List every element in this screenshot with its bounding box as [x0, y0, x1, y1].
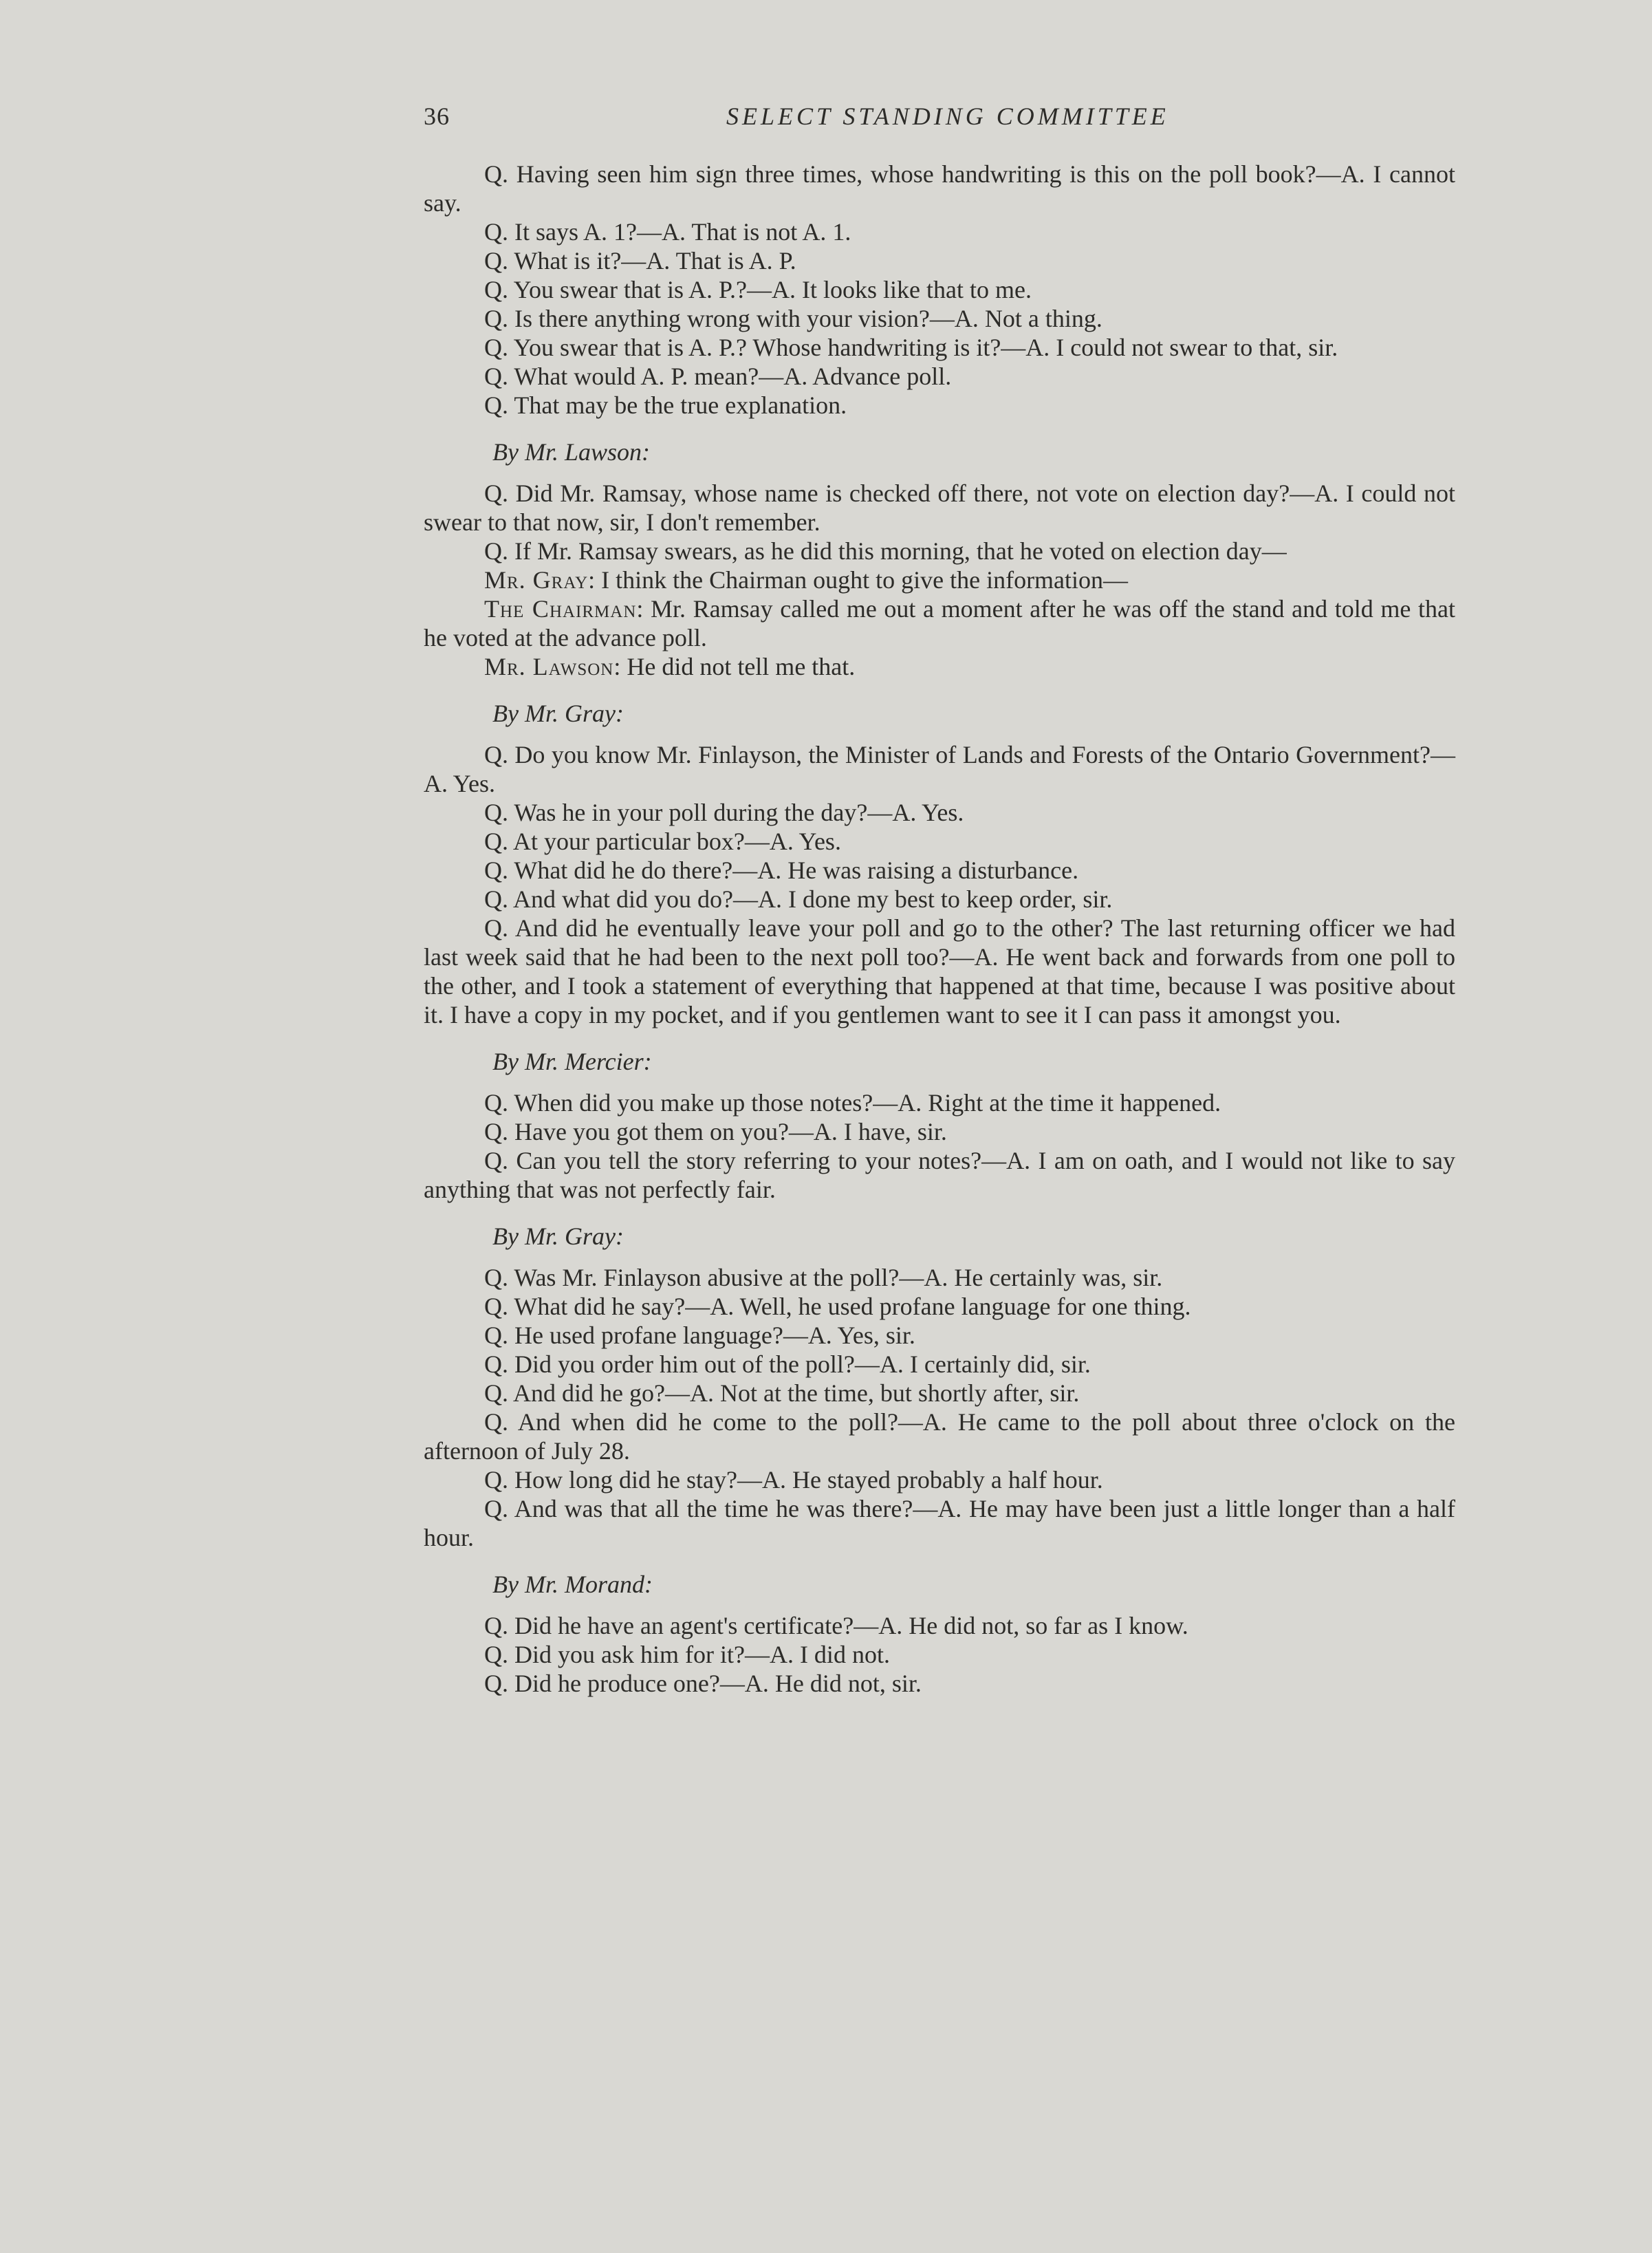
testimony-paragraph: Q. Did you ask him for it?—A. I did not.	[484, 1641, 890, 1668]
testimony-paragraph: Q. What would A. P. mean?—A. Advance poll.	[484, 363, 952, 390]
testimony-paragraph: Q. Did you order him out of the poll?—A. I certainly did, sir.	[484, 1350, 1091, 1378]
testimony-paragraph: Q. And was that all the time he was there?—A. He may have been just a little longer than a half hour.	[424, 1495, 1455, 1551]
testimony-paragraph: Q. And did he go?—A. Not at the time, but shortly after, sir.	[484, 1379, 1080, 1407]
examiner-byline: By Mr. Gray:	[492, 700, 624, 727]
testimony-paragraph: Q. Having seen him sign three times, whose handwriting is this on the poll book?—A. I cannot say.	[424, 160, 1455, 217]
speaker-name: Mr. Lawson	[484, 653, 614, 680]
testimony-paragraph: Q. Can you tell the story referring to your notes?—A. I am on oath, and I would not like to say anything that was not perfectly fair.	[424, 1147, 1455, 1203]
testimony-paragraph: Q. If Mr. Ramsay swears, as he did this morning, that he voted on election day—	[484, 537, 1287, 565]
speaker-name: Mr. Gray	[484, 566, 589, 594]
testimony-paragraph: Q. Did he produce one?—A. He did not, sir.	[484, 1670, 922, 1697]
testimony-paragraph: Q. How long did he stay?—A. He stayed probably a half hour.	[484, 1466, 1103, 1494]
speaker-name: The Chairman	[484, 595, 637, 623]
examiner-byline: By Mr. Gray:	[492, 1222, 624, 1250]
speaker-statement	[424, 652, 1455, 681]
running-head: SELECT STANDING COMMITTEE	[726, 103, 1169, 130]
page-number: 36	[424, 103, 450, 130]
page-body	[424, 160, 1455, 1698]
testimony-paragraph: Q. Did he have an agent's certificate?—A. He did not, so far as I know.	[484, 1612, 1188, 1639]
speaker-text: : Mr. Ramsay called me out a moment after he was off the stand and told me that he voted at the advance poll.	[424, 595, 1455, 651]
testimony-paragraph: Q. It says A. 1?—A. That is not A. 1.	[484, 218, 851, 246]
speaker-statement	[424, 594, 1455, 652]
examiner-byline: By Mr. Lawson:	[492, 438, 651, 466]
speaker-statement	[424, 565, 1455, 594]
testimony-paragraph: Q. At your particular box?—A. Yes.	[484, 828, 841, 855]
testimony-paragraph: Q. And what did you do?—A. I done my best to keep order, sir.	[484, 885, 1113, 913]
speaker-text: : I think the Chairman ought to give the information—	[588, 566, 1129, 594]
testimony-paragraph: Q. Did Mr. Ramsay, whose name is checked off there, not vote on election day?—A. I could not swear to that now, sir, I don't remember.	[424, 479, 1455, 536]
testimony-paragraph: Q. Have you got them on you?—A. I have, sir.	[484, 1118, 947, 1145]
testimony-paragraph: Q. What did he say?—A. Well, he used profane language for one thing.	[484, 1293, 1191, 1320]
testimony-paragraph: Q. You swear that is A. P.? Whose handwriting is it?—A. I could not swear to that, sir.	[484, 334, 1338, 361]
testimony-paragraph: Q. And did he eventually leave your poll and go to the other? The last returning officer we had last week said that he had been to the next poll too?—A. He went back and forwards from one poll to the other, and I took a statement of everything that happened at that time, because I was positive about it. I have a copy in my pocket, and if you gentlemen want to see it I can pass it amongst you.	[424, 914, 1455, 1028]
examiner-byline: By Mr. Morand:	[492, 1571, 653, 1598]
examiner-byline: By Mr. Mercier:	[492, 1048, 652, 1075]
testimony-paragraph: Q. When did you make up those notes?—A. Right at the time it happened.	[484, 1089, 1221, 1117]
testimony-paragraph: Q. You swear that is A. P.?—A. It looks like that to me.	[484, 276, 1032, 303]
testimony-paragraph: Q. Was he in your poll during the day?—A. Yes.	[484, 799, 964, 826]
speaker-text: : He did not tell me that.	[613, 653, 856, 680]
testimony-paragraph: Q. Do you know Mr. Finlayson, the Minister of Lands and Forests of the Ontario Government?—A. Yes.	[424, 741, 1455, 797]
testimony-paragraph: Q. And when did he come to the poll?—A. He came to the poll about three o'clock on the afternoon of July 28.	[424, 1408, 1455, 1465]
testimony-paragraph: Q. Is there anything wrong with your vision?—A. Not a thing.	[484, 305, 1102, 332]
testimony-paragraph: Q. He used profane language?—A. Yes, sir.	[484, 1322, 915, 1349]
testimony-paragraph: Q. What did he do there?—A. He was raising a disturbance.	[484, 856, 1079, 884]
testimony-paragraph: Q. What is it?—A. That is A. P.	[484, 247, 796, 274]
testimony-paragraph: Q. Was Mr. Finlayson abusive at the poll?—A. He certainly was, sir.	[484, 1264, 1163, 1291]
testimony-paragraph: Q. That may be the true explanation.	[484, 391, 847, 419]
page-header	[424, 102, 1455, 143]
